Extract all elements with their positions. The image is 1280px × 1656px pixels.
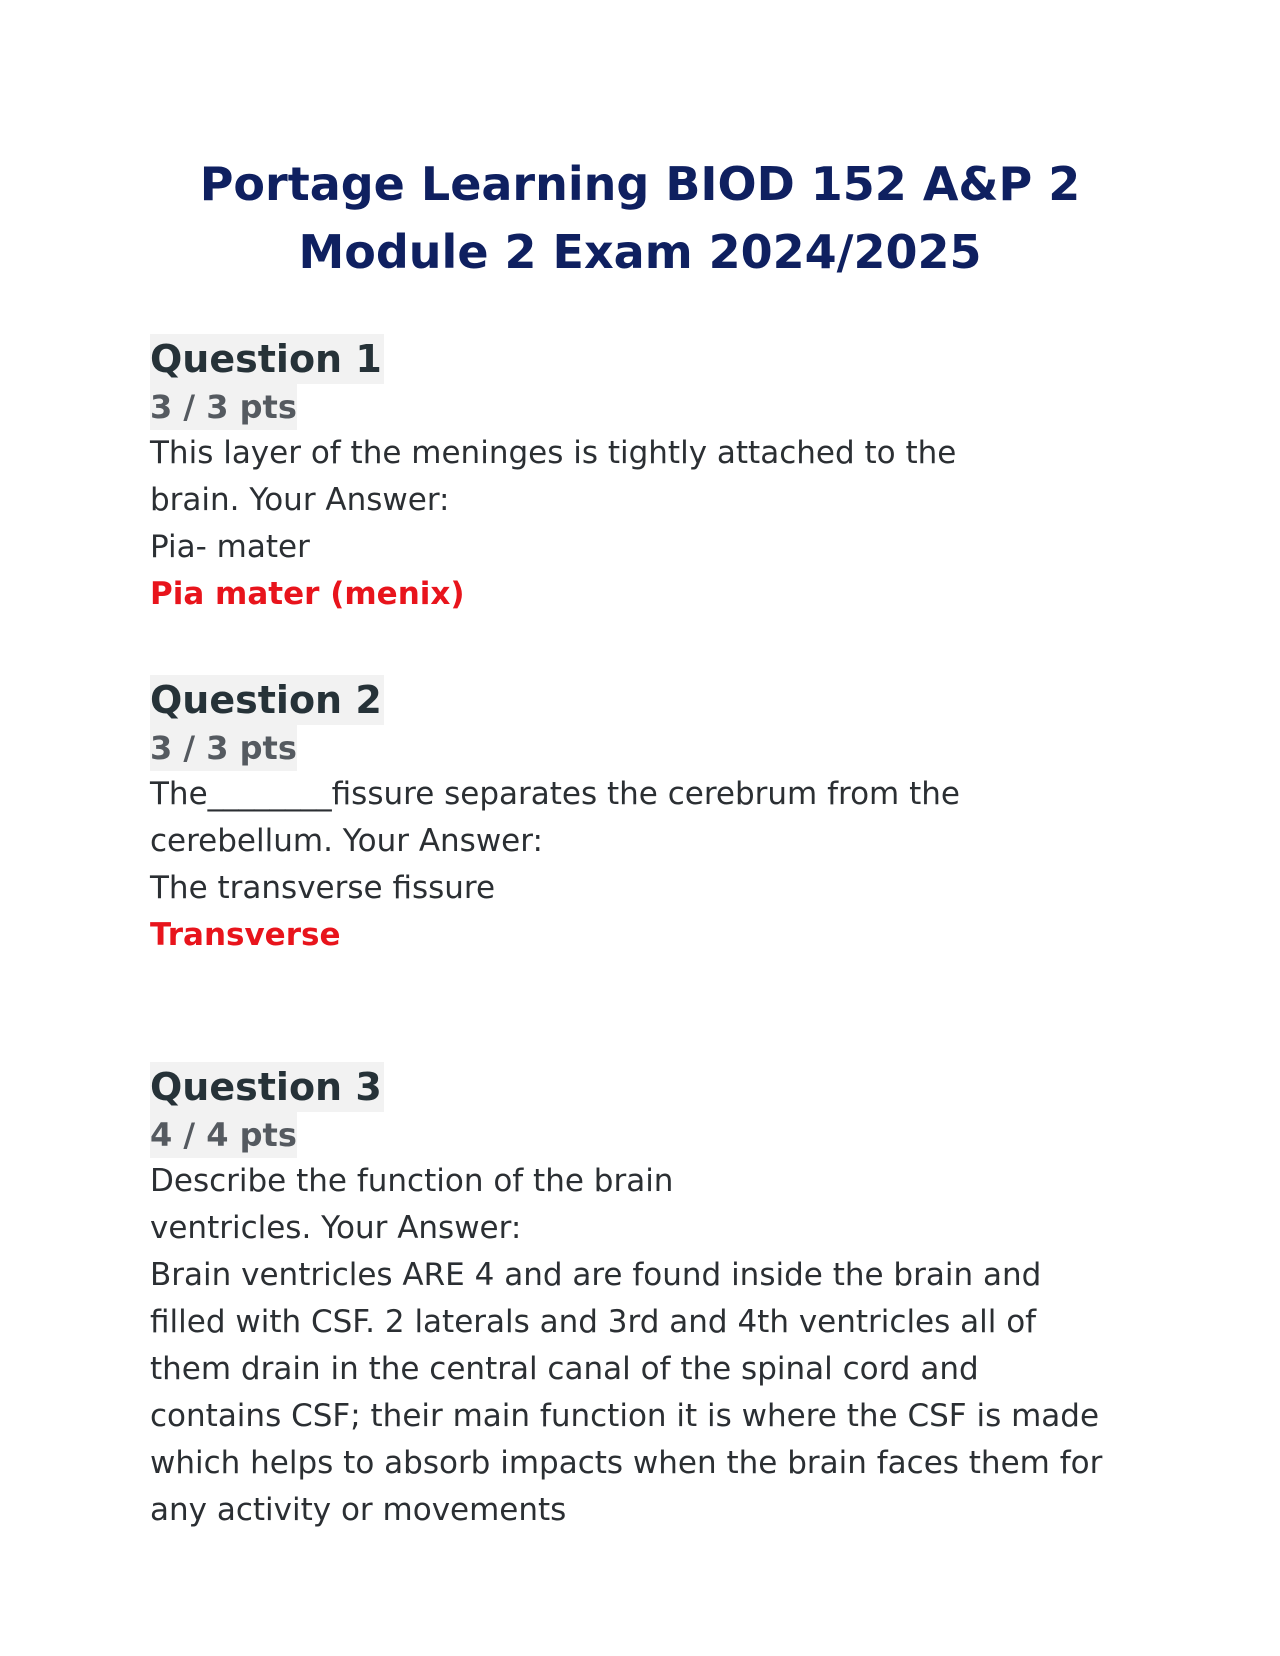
question-points: 3 / 3 pts — [150, 725, 297, 771]
question-points: 3 / 3 pts — [150, 384, 297, 430]
student-answer: Pia- mater — [150, 529, 310, 565]
correct-answer: Transverse — [150, 917, 341, 953]
question-block-3 — [150, 1062, 1130, 1534]
student-answer: The transverse fissure — [150, 870, 496, 906]
question-block-1 — [150, 334, 1130, 618]
question-heading: Question 1 — [150, 334, 384, 384]
question-heading: Question 3 — [150, 1062, 384, 1112]
question-prompt: This layer of the meninges is tightly attached to the brain. Your Answer: — [150, 435, 957, 518]
correct-answer: Pia mater (menix) — [150, 576, 465, 612]
question-points: 4 / 4 pts — [150, 1112, 297, 1158]
title-line-2: Module 2 Exam 2024/2025 — [298, 225, 982, 279]
document-title — [0, 150, 1280, 286]
question-prompt: Describe the function of the brain ventricles. Your Answer: — [150, 1163, 674, 1246]
student-answer: Brain ventricles ARE 4 and are found inside the brain and filled with CSF. 2 laterals and 3rd and 4th ventricles all of them drain in the central canal of the spinal cord and contains CSF; their main function it is where the CSF is made which helps to absorb impacts when the brain faces them for any activity or movements — [150, 1257, 1103, 1528]
title-line-1: Portage Learning BIOD 152 A&P 2 — [199, 157, 1081, 211]
question-heading: Question 2 — [150, 675, 384, 725]
question-prompt: The________fissure separates the cerebrum from the cerebellum. Your Answer: — [150, 776, 960, 859]
question-block-2 — [150, 675, 1130, 959]
